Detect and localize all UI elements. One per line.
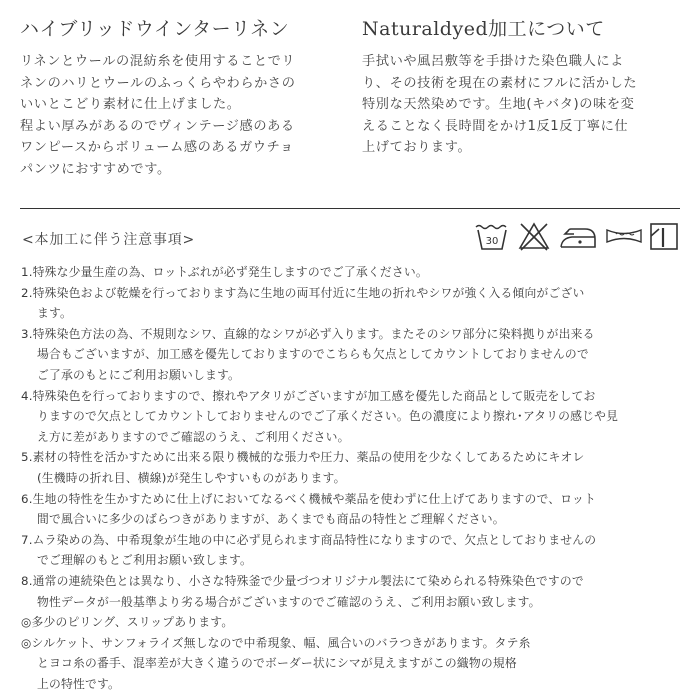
notice-line: 物性データが一般基準より劣る場合がございますのでご確認のうえ、ご利用お願い致します。 [37,594,541,609]
notice-line: 上の特性です。 [37,676,121,691]
notice-line: 1.特殊な少量生産の為、ロットぶれが必ず発生しますのでご了承ください。 [21,265,428,279]
wash-30-icon [474,220,510,252]
notice-title: <本加工に伴う注意事項> [22,232,196,248]
notice-line: (生機時の折れ目、横線)が発生しやすいものがあります。 [37,470,346,485]
notice-line: りますので欠点としてカウントしておりませんのでご了承ください。色の濃度により擦れ･アタリの感じや見 [37,409,619,424]
intro-right [362,14,687,159]
notice-line: ◎多少のピリング、スリップあります。 [21,615,234,630]
notice-list [21,262,686,694]
notice-line: ◎シルケット、サンフォライズ無しなので中希現象、幅、風合いのバラつきがあります。タテ糸 [21,635,531,650]
left-line: リネンとウールの混紡糸を使用することでリ [20,54,296,69]
right-line: 特別な天然染めです。生地(キバタ)の味を変 [362,97,635,112]
left-line: 程よい厚みがあるのでヴィンテージ感のある [20,118,295,134]
left-line: ワンピースからボリューム感のあるガウチョ [20,140,294,155]
notice-line: 7.ムラ染めの為、中希現象が生地の中に必ず見られます商品特性になりますので、欠点としておりませんの [21,532,597,547]
intro-left [20,14,340,180]
no-bleach-icon [516,220,552,252]
notice-line: 場合もございますが、加工感を優先しておりますのでこちらも欠点としてカウントしておりませんので [37,347,589,362]
right-line: り、その技術を現在の素材にフルに活かした [362,75,638,91]
line-dry-icon [648,220,680,252]
iron-low-icon [558,220,598,252]
wash-temperature: 30 [485,236,499,247]
notice-line: 6.生地の特性を生かすために仕上げにおいてなるべく機械や薬品を使わずに仕上げてありますので、ロット [21,491,597,506]
left-line: いいとこどり素材に仕上げました。 [20,97,241,112]
right-title: Naturaldyed加工について [362,18,605,40]
right-line: 手拭いや風呂敷等を手掛けた染色職人によ [362,54,624,69]
notice-line: 3.特殊染色方法の為、不規則なシワ、直線的なシワが必ず入ります。またそのシワ部分に染料拠りが出来る [21,326,595,341]
notice-line: 2.特殊染色および乾燥を行っております為に生地の両耳付近に生地の折れやシワが強く入る傾向がござい [21,285,585,300]
notice-line: ます。 [37,306,73,321]
notice-line: 間で風合いに多少のばらつきがありますが、あくまでも商品の特性とご理解ください。 [37,512,505,527]
care-symbols [474,220,684,256]
left-line: ネンのハリとウールのふっくらやわらかさの [20,75,296,91]
notice-line: ご了承のもとにご利用お願いします。 [37,367,241,382]
notice-line: 8.通常の連続染色とは異なり、小さな特殊釜で少量づつオリジナル製法にて染められる特殊染色ですので [21,573,584,588]
notice-line: え方に差がありますのでご確認のうえ、ご利用ください。 [37,429,350,444]
left-line: パンツにおすすめです。 [20,161,171,177]
left-description [20,51,340,180]
notice-line: 5.素材の特性を活かすために出来る限り機械的な張力や圧力、薬品の使用を少なくしてあるためにキオレ [21,450,585,465]
right-line: えることなく長時間をかけ1反1反丁寧に仕 [362,118,629,134]
dry-clean-icon [604,220,644,252]
notice-line: とヨコ糸の番手、混率差が大きく違うのでボーダー状にシマが見えますがこの織物の規格 [37,656,517,671]
right-description [362,51,687,159]
notice-line: でご理解のもとご利用お願い致します。 [37,553,253,568]
left-title: ハイブリッドウインターリネン [20,18,290,40]
right-line: 上げております。 [362,140,472,155]
notice-line: 4.特殊染色を行っておりますので、擦れやアタリがございますが加工感を優先した商品として販売をしてお [21,388,596,403]
section-divider [20,208,680,209]
